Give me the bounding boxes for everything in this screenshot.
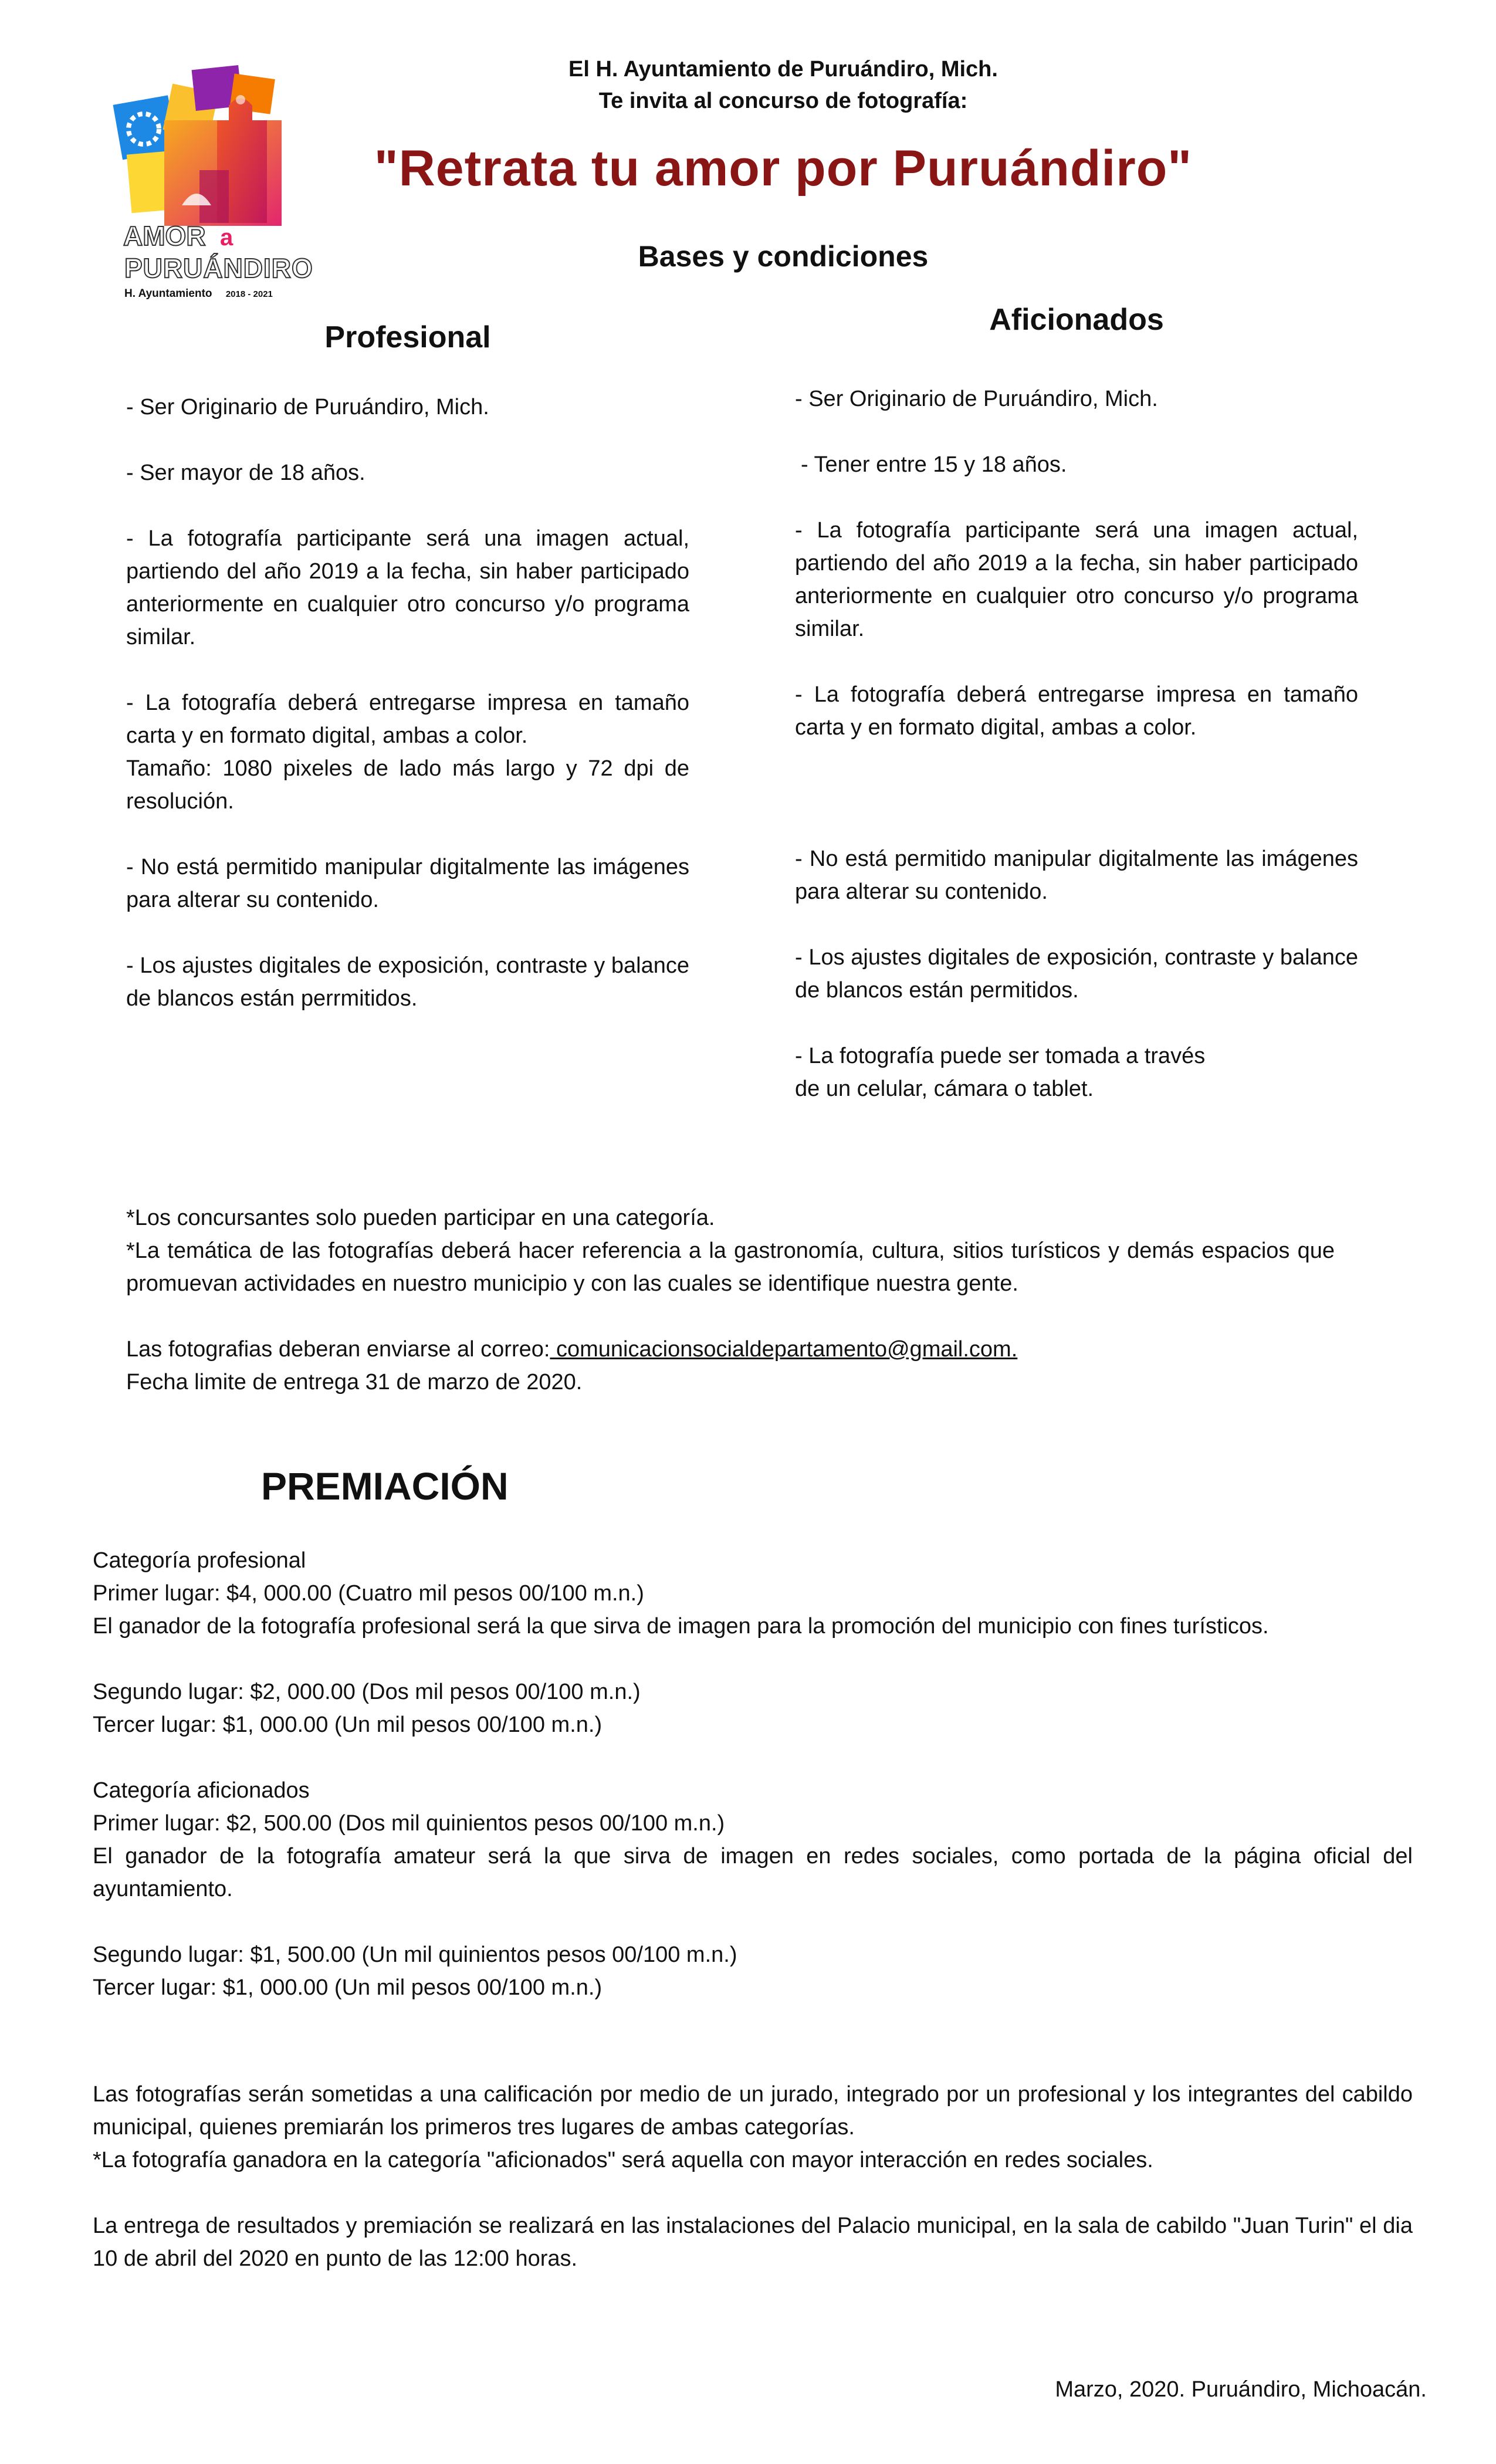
prof-third-prize: Tercer lugar: $1, 000.00 (Un mil pesos 00/100 m.n.) [93,1712,603,1737]
logo [111,65,313,311]
page-subtitle: Bases y condiciones [638,240,929,273]
afic-winner-note: El ganador de la fotografía amateur será la que sirva de imagen en redes sociales, como portada de la página oficial del ayuntamiento. [93,1844,1413,1901]
aficionados-heading: Aficionados [989,303,1164,337]
note-theme: *La temática de las fotografías deberá hacer referencia a la gastronomía, cultura, sitios turísticos y demás espacios que promuevan actividades en nuestro municipio y con las cuales se identifique nuestra gente. [126,1238,1335,1296]
aficionados-list [795,383,1358,1105]
footer-date-place: Marzo, 2020. Puruándiro, Michoacán. [1055,2377,1427,2402]
premiacion-details [93,1544,1413,2004]
list-item: - No está permitido manipular digitalmente las imágenes para alterar su contenido. [126,855,689,912]
list-item: Tamaño: 1080 pixeles de lado más largo y 72 dpi de resolución. [126,756,689,814]
email-link[interactable]: comunicacionsocialdepartamento@gmail.com. [550,1337,1018,1362]
list-item: - Tener entre 15 y 18 años. [801,452,1067,477]
list-item: - La fotografía deberá entregarse impresa en tamaño carta y en formato digital, ambas a color. [795,682,1358,740]
results-paragraph: La entrega de resultados y premiación se realizará en las instalaciones del Palacio municipal, en la sala de cabildo "Juan Turin" el dia 10 de abril del 2020 en punto de las 12:00 horas. [93,2213,1413,2271]
list-item: - La fotografía puede ser tomada a través [795,1044,1206,1068]
prof-second-prize: Segundo lugar: $2, 000.00 (Dos mil pesos 00/100 m.n.) [93,1680,641,1704]
profesional-heading: Profesional [324,320,491,354]
list-item: - Ser Originario de Puruándiro, Mich. [126,395,489,419]
header-line-2: Te invita al concurso de fotografía: [598,89,968,113]
note-email: Las fotografias deberan enviarse al correo: comunicacionsocialdepartamento@gmail.com. [126,1337,1018,1362]
afic-first-prize: Primer lugar: $2, 500.00 (Dos mil quinientos pesos 00/100 m.n.) [93,1811,725,1836]
list-item: - Ser mayor de 18 años. [126,461,365,485]
prof-category-title: Categoría profesional [93,1548,306,1573]
jury-paragraph: Las fotografías serán sometidas a una calificación por medio de un jurado, integrado por un profesional y los integrantes del cabildo municipal, quienes premiarán los primeros tres lugares de ambas categorías. [93,2082,1413,2140]
afic-third-prize: Tercer lugar: $1, 000.00 (Un mil pesos 00/100 m.n.) [93,1975,603,2000]
prof-first-prize: Primer lugar: $4, 000.00 (Cuatro mil pesos 00/100 m.n.) [93,1581,644,1606]
closing-text [93,2078,1413,2275]
note-deadline: Fecha limite de entrega 31 de marzo de 2020. [126,1370,583,1395]
logo-title: AMOR a [123,221,233,251]
list-item: - Los ajustes digitales de exposición, contraste y balance de blancos están permitidos. [795,945,1358,1003]
list-item: - Ser Originario de Puruándiro, Mich. [795,387,1158,411]
list-item: - La fotografía participante será una imagen actual, partiendo del año 2019 a la fecha, sin haber participado anteriormente en cualquier otro concurso y/o programa similar. [126,526,689,649]
logo-town-name: PURUÁNDIRO [124,253,313,283]
list-item: de un celular, cámara o tablet. [795,1077,1094,1101]
list-item: - No está permitido manipular digitalmente las imágenes para alterar su contenido. [795,847,1358,904]
premiacion-heading: PREMIACIÓN [261,1464,509,1508]
note-category: *Los concursantes solo pueden participar en una categoría. [126,1206,715,1230]
logo-caption: H. Ayuntamiento 2018 - 2021 [124,287,273,300]
list-item: - La fotografía deberá entregarse impresa en tamaño carta y en formato digital, ambas a color. [126,691,689,748]
afic-second-prize: Segundo lugar: $1, 500.00 (Un mil quinientos pesos 00/100 m.n.) [93,1942,737,1967]
header-line-1: El H. Ayuntamiento de Puruándiro, Mich. [568,57,998,82]
page-title: "Retrata tu amor por Puruándiro" [374,140,1193,197]
afic-category-title: Categoría aficionados [93,1778,310,1803]
general-notes [126,1201,1335,1399]
list-item: - Los ajustes digitales de exposición, contraste y balance de blancos están perrmitidos. [126,953,689,1011]
prof-winner-note: El ganador de la fotografía profesional será la que sirva de imagen para la promoción del municipio con fines turísticos. [93,1614,1269,1639]
profesional-list [126,391,689,1015]
social-paragraph: *La fotografía ganadora en la categoría "aficionados" será aquella con mayor interacción en redes sociales. [93,2148,1153,2172]
list-item: - La fotografía participante será una imagen actual, partiendo del año 2019 a la fecha, sin haber participado anteriormente en cualquier otro concurso y/o programa similar. [795,518,1358,641]
